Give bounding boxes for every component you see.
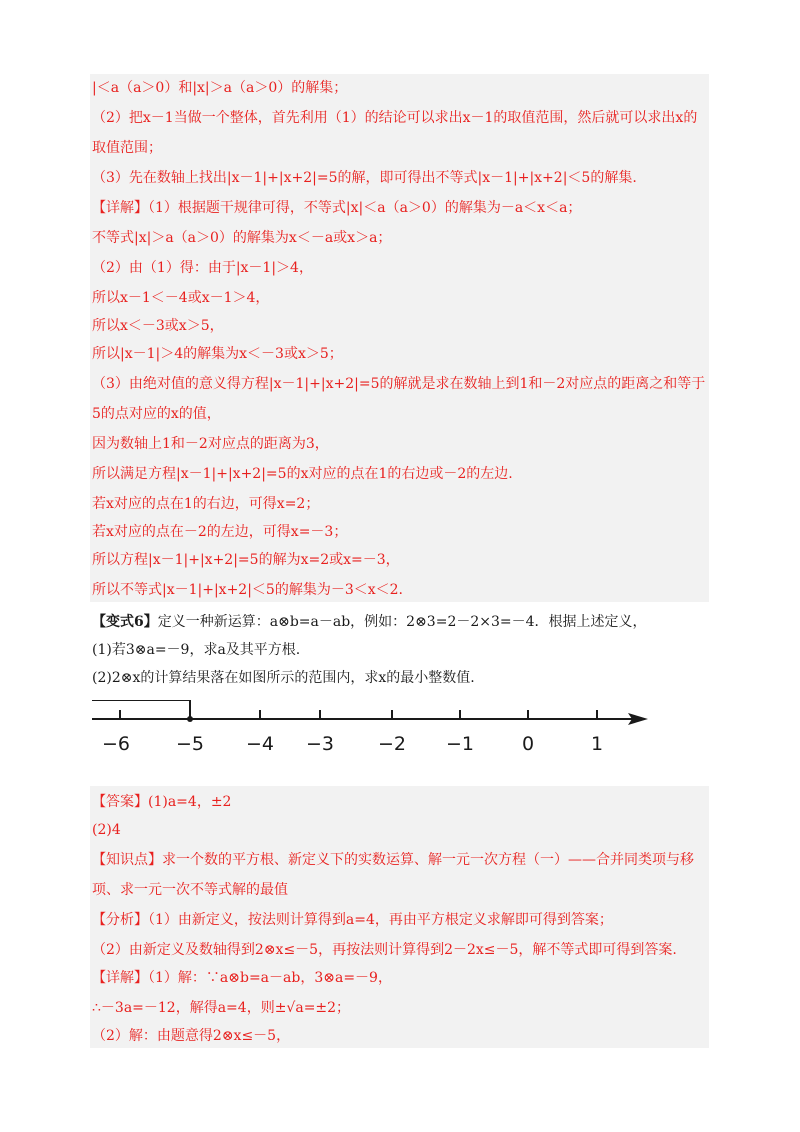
variant-question (92, 612, 647, 632)
tick-label: −3 (306, 733, 335, 755)
text-line: 若x对应的点在－2的左边，可得x=－3； (92, 524, 348, 540)
tick-label: −4 (246, 733, 275, 755)
answer-line: 【分析】（1）由新定义，按法则计算得到a=4，再由平方根定义求解即可得到答案； (92, 912, 613, 928)
text-line: 5的点对应的x的值， (92, 406, 221, 422)
tick-label: −5 (176, 733, 205, 755)
variant-intro: 定义一种新运算：a⊗b=a－ab，例如：2⊗3=2－2×3=－4．根据上述定义， (157, 614, 647, 630)
tick-label: −6 (102, 733, 131, 755)
tick-label: 1 (591, 733, 604, 755)
answer-line: 【知识点】求一个数的平方根、新定义下的实数运算、解一元一次方程（一）——合并同类项与移 (92, 852, 694, 868)
text-line: |＜a（a＞0）和|x|＞a（a＞0）的解集； (92, 80, 348, 96)
text-line: 若x对应的点在1的右边，可得x=2； (92, 496, 320, 512)
tick-label: 0 (522, 733, 535, 755)
text-line: 所以不等式|x－1|+|x+2|＜5的解集为－3＜x＜2. (92, 582, 404, 598)
answer-line: （2）解：由题意得2⊗x≤－5， (92, 1028, 291, 1044)
text-line: 所以x＜－3或x＞5， (92, 318, 224, 334)
variant-q2: (2)2⊗x的计算结果落在如图所示的范围内，求x的最小整数值. (92, 670, 475, 686)
variant-tag: 【变式6】 (92, 614, 158, 630)
endpoint-dot (187, 716, 193, 722)
text-line: （3）先在数轴上找出|x－1|+|x+2|=5的解，即可得出不等式|x－1|+|x+2|＜5的解集. (92, 170, 637, 186)
text-line: （2）由（1）得：由于|x－1|＞4， (92, 260, 313, 276)
text-line: 取值范围； (92, 140, 162, 156)
answer-line: (2)4 (92, 822, 121, 838)
tick-label: −2 (378, 733, 407, 755)
range-bracket (92, 700, 190, 719)
text-line: （2）把x－1当做一个整体，首先利用（1）的结论可以求出x－1的取值范围，然后就可以求出x的 (92, 110, 698, 126)
tick-label: −1 (446, 733, 475, 755)
answer-line: 【答案】(1)a=4，±2 (92, 794, 232, 810)
variant-q1: (1)若3⊗a=－9，求a及其平方根. (92, 642, 301, 658)
text-line: 不等式|x|＞a（a＞0）的解集为x＜－a或x＞a； (92, 230, 392, 246)
text-line: 所以|x－1|＞4的解集为x＜－3或x＞5； (92, 346, 343, 362)
text-line: 所以方程|x－1|+|x+2|=5的解为x=2或x=－3， (92, 552, 400, 568)
text-line: 所以满足方程|x－1|+|x+2|=5的x对应的点在1的右边或－2的左边. (92, 466, 513, 482)
answer-line: 【详解】（1）解：∵a⊗b=a－ab，3⊗a=－9， (92, 970, 392, 986)
text-line: 所以x－1＜－4或x－1＞4， (92, 290, 270, 306)
answer-line: ∴－3a=－12，解得a=4，则±√a=±2； (92, 1000, 351, 1016)
answer-line: （2）由新定义及数轴得到2⊗x≤－5，再按法则计算得到2－2x≤－5，解不等式即可得到答案. (92, 942, 677, 958)
text-line: 【详解】（1）根据题干规律可得，不等式|x|＜a（a＞0）的解集为－a＜x＜a； (92, 200, 582, 216)
answer-line: 项、求一元一次不等式解的最值 (92, 882, 288, 898)
text-line: （3）由绝对值的意义得方程|x－1|+|x+2|=5的解就是求在数轴上到1和－2对应点的距离之和等于 (92, 376, 706, 392)
text-line: 因为数轴上1和－2对应点的距离为3， (92, 436, 329, 452)
